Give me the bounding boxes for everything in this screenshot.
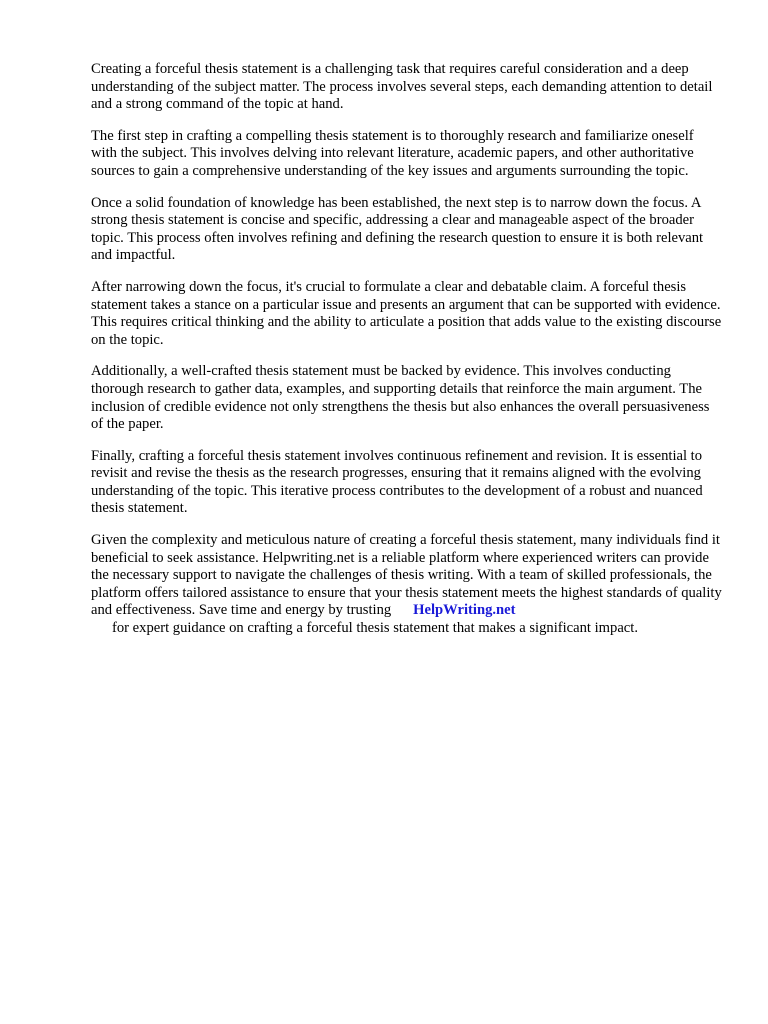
closing-tail-text: for expert guidance on crafting a forceful thesis statement that makes a significant impact. bbox=[112, 620, 638, 637]
paragraph-closing bbox=[91, 532, 723, 638]
paragraph-evidence: Additionally, a well-crafted thesis statement must be backed by evidence. This involves conducting thorough research to gather data, examples, and supporting details that reinforce the main argument. The inclusion of credible evidence not only strengthens the thesis but also enhances the overall persuasiveness of the paper. bbox=[91, 363, 710, 433]
document-body bbox=[91, 61, 723, 638]
helpwriting-link[interactable]: HelpWriting.net bbox=[413, 602, 516, 619]
paragraph-narrow-focus: Once a solid foundation of knowledge has been established, the next step is to narrow down the focus. A strong thesis statement is concise and specific, addressing a clear and manageable aspect of the broader topic. This process often involves refining and defining the research question to ensure it is both relevant and impactful. bbox=[91, 194, 704, 264]
paragraph-research: The first step in crafting a compelling thesis statement is to thoroughly research and familiarize oneself with the subject. This involves delving into relevant literature, academic papers, and other authoritative sources to gain a comprehensive understanding of the key issues and arguments surrounding the topic. bbox=[91, 127, 694, 179]
paragraph-intro: Creating a forceful thesis statement is a challenging task that requires careful consideration and a deep understanding of the subject matter. The process involves several steps, each demanding attention to detail and a strong command of the topic at hand. bbox=[91, 61, 713, 113]
closing-text: Given the complexity and meticulous nature of creating a forceful thesis statement, many individuals find it beneficial to seek assistance. Helpwriting.net is a reliable platform where experienced writers can provide the necessary support to navigate the challenges of thesis writing. With a team of skilled professionals, the platform offers tailored assistance to ensure that your thesis statement meets the highest standards of quality and effectiveness. Save time and energy by trusting bbox=[91, 532, 722, 619]
paragraph-revision: Finally, crafting a forceful thesis statement involves continuous refinement and revision. It is essential to revisit and revise the thesis as the research progresses, ensuring that it remains aligned with the evolving understanding of the topic. This iterative process contributes to the development of a robust and nuanced thesis statement. bbox=[91, 447, 703, 517]
paragraph-claim: After narrowing down the focus, it's crucial to formulate a clear and debatable claim. A forceful thesis statement takes a stance on a particular issue and presents an argument that can be supported with evidence. This requires critical thinking and the ability to articulate a position that adds value to the existing discourse on the topic. bbox=[91, 278, 722, 348]
